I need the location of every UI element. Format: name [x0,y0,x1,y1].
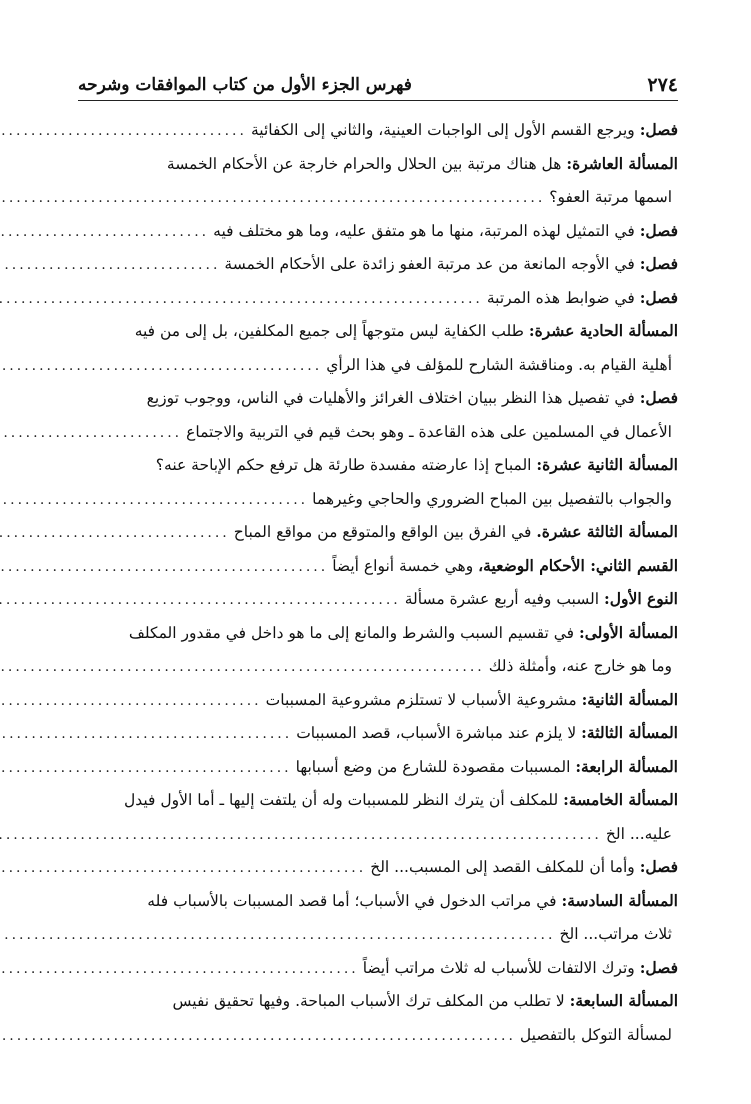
toc-text [234,515,678,550]
toc-line [78,415,678,449]
toc-label: فصل: [639,388,678,407]
toc-label: المسألة السابعة: [569,991,678,1010]
toc-label: فصل: [639,220,678,240]
toc-text [549,181,678,215]
toc-text [487,281,678,316]
toc-entry [78,247,678,281]
toc-line-text: السبب وفيه أربع عشرة مسألة [404,590,600,608]
toc-label: فصل: [639,254,678,273]
toc-text [78,147,678,182]
toc-line [78,616,678,650]
toc-line-text: أهلية القيام به. ومناقشة الشارح للمؤلف في هذا الرأي [326,355,672,374]
running-title: فهرس الجزء الأول من كتاب الموافقات وشرحه [78,75,412,95]
toc-line-text: وما هو خارج عنه، وأمثلة ذلك [488,657,672,675]
toc-label: فصل: [639,857,678,876]
toc-label: المسألة الحادية عشرة: [528,321,678,340]
toc-line-text: ثلاث مراتب... الخ [559,925,672,943]
toc-text [489,650,678,684]
toc-text [251,113,678,148]
toc-entry [78,951,678,985]
toc-text [363,951,678,986]
toc-entry [78,716,678,750]
toc-line-text: في تفصيل هذا النظر ببيان اختلاف الغرائز والأهليات في الناس، ووجوب توزيع [146,389,635,407]
toc-line-text: لا تطلب من المكلف ترك الأسباب المباحة. وفيها تحقيق نفيس [172,992,565,1010]
dot-leader [0,651,485,685]
toc-entry [78,783,678,850]
toc-text [296,716,678,751]
toc-label: المسألة الرابعة: [575,756,678,776]
toc-line-text: لا يلزم عند مباشرة الأسباب، قصد المسببات [296,724,577,742]
toc-text [606,818,678,852]
page [78,70,678,1051]
page-header [78,70,678,101]
toc-text [78,381,678,416]
dot-leader [0,685,262,719]
dot-leader [0,216,209,250]
toc-line [78,247,678,281]
toc-line [78,549,678,583]
toc-entry [78,214,678,248]
toc-line-text: في تقسيم السبب والشرط والمانع إلى ما هو داخل في مقدور المكلف [128,623,575,642]
toc-label: المسألة الثانية عشرة: [536,455,678,474]
toc-entry [78,984,678,1051]
toc-entry [78,147,678,214]
toc-entry [78,884,678,951]
toc-line-text: لمسألة التوكل بالتفصيل [519,1025,672,1044]
toc-line-text: في الأوجه المانعة من عد مرتبة العفو زائدة على الأحكام الخمسة [224,255,635,273]
toc-entry [78,850,678,884]
dot-leader [0,517,230,551]
dot-leader [0,718,292,752]
toc-text [224,247,678,282]
toc-line [78,448,678,482]
dot-leader [0,417,182,451]
toc-line-text: هل هناك مرتبة بين الحلال والحرام خارجة عن الأحكام الخمسة [166,154,562,173]
toc-line [78,817,678,851]
toc-text [332,549,678,584]
dot-leader [0,182,545,216]
toc-line [78,984,678,1018]
toc-label: المسألة الأولى: [579,622,678,642]
page-number: ٢٧٤ [647,74,678,96]
toc-label: المسألة العاشرة: [566,153,678,173]
toc-text [370,850,678,885]
toc-entry [78,582,678,616]
toc-label: فصل: [639,120,678,139]
toc-line-text: المباح إذا عارضته مفسدة طارئة هل ترفع حكم الإباحة عنه؟ [155,456,532,474]
toc-label: المسألة الثالثة: [581,723,678,742]
toc-label: فصل: [639,957,678,977]
dot-leader [0,115,247,149]
dot-leader [0,1020,516,1054]
toc-entry [78,616,678,683]
toc-line-text: الأعمال في المسلمين على هذه القاعدة ـ وهو بحث قيم في التربية والاجتماع [186,422,672,441]
toc-line-text: للمكلف أن يترك النظر للمسببات وله أن يلتفت إليها ـ أما الأول فيدل [123,791,559,809]
toc-line [78,214,678,248]
toc-line [78,783,678,817]
toc-line-text: مشروعية الأسباب لا تستلزم مشروعية المسببات [265,690,577,709]
toc-label: المسألة الخامسة: [563,790,678,809]
toc-line [78,113,678,147]
toc-line-text: في التمثيل لهذه المرتبة، منها ما هو متفق عليه، وما هو مختلف فيه [213,221,635,240]
toc-label: النوع الأول: [604,589,678,608]
toc-line [78,1018,678,1052]
dot-leader [0,484,308,518]
toc-entry [78,750,678,784]
toc-line [78,381,678,415]
toc-text [213,214,678,249]
toc-line-text: في ضوابط هذه المرتبة [486,288,635,307]
toc-text [78,783,678,818]
toc-entry [78,549,678,583]
toc-line [78,951,678,985]
toc-entries [78,113,678,1051]
dot-leader [0,584,401,618]
dot-leader [0,551,328,585]
toc-line-text: اسمها مرتبة العفو؟ [549,188,672,206]
toc-line-text: طلب الكفاية ليس متوجهاً إلى جميع المكلفين، بل إلى من فيه [134,322,524,340]
toc-text [296,750,678,785]
toc-text [78,314,678,349]
toc-line [78,314,678,348]
dot-leader [0,350,322,384]
toc-text [78,884,678,919]
toc-line-text: والجواب بالتفصيل بين المباح الضروري والحاجي وغيرهما [312,489,672,508]
dot-leader [0,919,555,953]
toc-line-text: عليه... الخ [605,824,672,843]
toc-line [78,582,678,616]
toc-entry [78,281,678,315]
toc-text [186,416,678,450]
dot-leader [0,752,292,786]
toc-line [78,750,678,784]
toc-entry [78,113,678,147]
toc-entry [78,381,678,448]
toc-line [78,515,678,549]
toc-line-text: ويرجع القسم الأول إلى الواجبات العينية، والثاني إلى الكفائية [250,121,635,139]
toc-line [78,147,678,181]
toc-line [78,917,678,951]
toc-entry [78,448,678,515]
toc-line [78,683,678,717]
dot-leader [0,852,366,886]
toc-line [78,348,678,382]
dot-leader [0,283,483,317]
toc-line-text: في مراتب الدخول في الأسباب؛ أما قصد المسببات بالأسباب فله [147,891,557,910]
toc-label: القسم الثاني: الأحكام الوضعية، [478,555,678,575]
toc-line-text: المسببات مقصودة للشارع من وضع أسبابها [295,757,571,776]
toc-line [78,716,678,750]
toc-entry [78,314,678,381]
toc-text [405,582,678,617]
toc-line [78,180,678,214]
toc-text [78,448,678,483]
toc-line-text: وأما أن للمكلف القصد إلى المسبب... الخ [370,858,635,876]
toc-label: المسألة الثانية: [581,689,678,709]
toc-line [78,649,678,683]
toc-text [266,683,678,718]
toc-label: فصل: [639,287,678,307]
toc-text [520,1019,678,1053]
toc-line-text: وهي خمسة أنواع أيضاً [332,556,474,575]
toc-text [312,483,678,517]
toc-label: المسألة الثالثة عشرة. [536,522,678,541]
dot-leader [0,249,220,283]
toc-entry [78,515,678,549]
toc-line [78,281,678,315]
toc-line-text: في الفرق بين الواقع والمتوقع من مواقع المباح [233,523,532,541]
toc-label: المسألة السادسة: [561,890,678,910]
toc-line [78,482,678,516]
toc-text [78,984,678,1019]
toc-text [326,349,678,383]
toc-line [78,884,678,918]
toc-line-text: وترك الالتفات للأسباب له ثلاث مراتب أيضاً [362,958,635,977]
toc-text [559,918,678,952]
toc-line [78,850,678,884]
dot-leader [0,819,602,853]
toc-entry [78,683,678,717]
toc-text [78,616,678,651]
dot-leader [0,953,359,987]
